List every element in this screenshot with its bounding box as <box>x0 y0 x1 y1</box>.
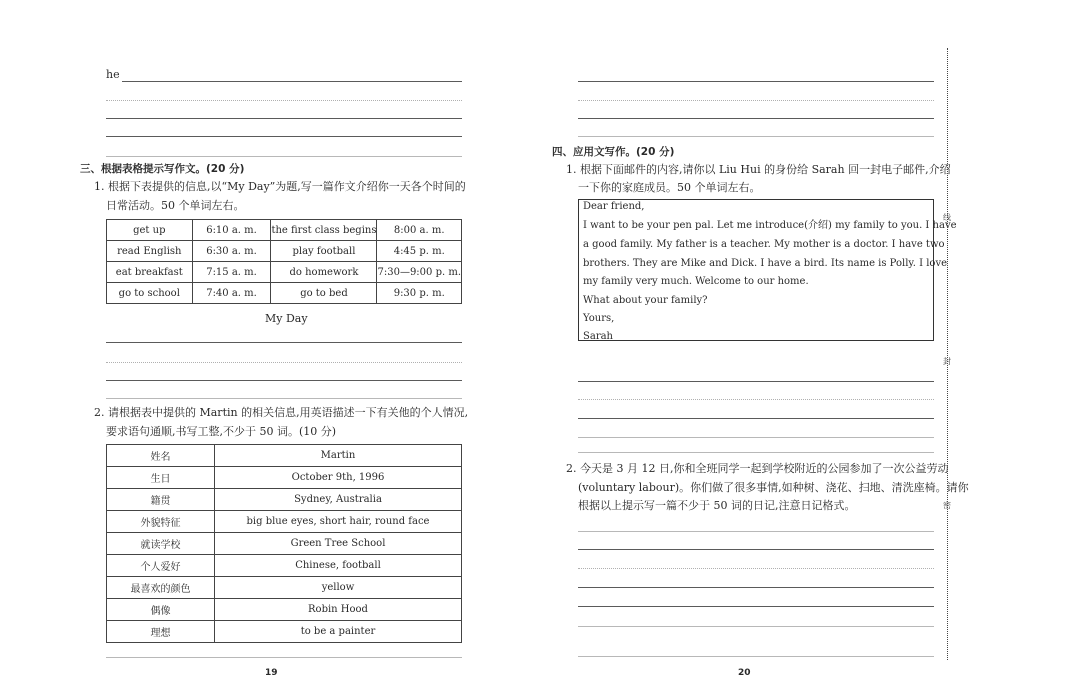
table-cell: 7:40 a. m. <box>192 283 271 304</box>
margin-mark-top: 线 <box>943 213 951 222</box>
table-cell: 姓名 <box>107 445 215 467</box>
answer-line <box>578 418 934 419</box>
letter-box <box>578 199 957 342</box>
he-prefix: he <box>106 68 120 81</box>
answer-line <box>106 380 462 381</box>
answer-line <box>122 81 462 82</box>
table-cell: do homework <box>271 262 377 283</box>
table-row <box>107 241 462 262</box>
table-cell: 4:45 p. m. <box>377 241 462 262</box>
table-row <box>107 621 462 643</box>
answer-line <box>578 452 934 453</box>
answer-line <box>578 656 934 657</box>
table-row <box>107 220 462 241</box>
table-cell: yellow <box>215 577 462 599</box>
section4-title: 四、应用文写作。(20 分) <box>552 146 675 158</box>
answer-line <box>578 626 934 627</box>
table-cell: 最喜欢的颜色 <box>107 577 215 599</box>
table-cell: Green Tree School <box>215 533 462 555</box>
table-cell: 7:15 a. m. <box>192 262 271 283</box>
table-row <box>107 262 462 283</box>
answer-line <box>578 606 934 607</box>
answer-line <box>578 531 934 532</box>
table-row <box>107 445 462 467</box>
answer-line <box>106 362 462 363</box>
answer-line <box>106 136 462 137</box>
answer-line <box>106 100 462 101</box>
answer-line <box>578 100 934 101</box>
table-cell: 外貌特征 <box>107 511 215 533</box>
answer-line <box>106 156 462 157</box>
letter-line: my family very much. Welcome to our home. <box>583 276 809 287</box>
answer-line <box>578 437 934 438</box>
section3-title: 三、根据表格提示写作文。(20 分) <box>80 163 245 175</box>
table-cell: 理想 <box>107 621 215 643</box>
answer-line <box>578 587 934 588</box>
q1-text-line1: 1. 根据下表提供的信息,以“My Day”为题,写一篇作文介绍你一天各个时间的 <box>94 180 466 193</box>
page-number-right: 20 <box>738 668 751 678</box>
table-cell: play football <box>271 241 377 262</box>
table-row <box>107 599 462 621</box>
table-cell: 6:10 a. m. <box>192 220 271 241</box>
q1-text-line2: 日常活动。50 个单词左右。 <box>106 199 245 212</box>
table-cell: 个人爱好 <box>107 555 215 577</box>
table-cell: the first class begins <box>271 220 377 241</box>
page-number-left: 19 <box>265 668 278 678</box>
answer-line <box>106 398 462 399</box>
letter-line: a good family. My father is a teacher. My mother is a doctor. I have two <box>583 239 945 250</box>
margin-mark-bottom: 密 <box>943 501 951 510</box>
table-row <box>107 467 462 489</box>
table-row <box>107 283 462 304</box>
table-cell: 偶像 <box>107 599 215 621</box>
table-cell: big blue eyes, short hair, round face <box>215 511 462 533</box>
table-cell: go to bed <box>271 283 377 304</box>
answer-line <box>578 136 934 137</box>
table-cell: Sydney, Australia <box>215 489 462 511</box>
table-cell: get up <box>107 220 193 241</box>
table-row <box>107 577 462 599</box>
table-row <box>107 489 462 511</box>
answer-line <box>106 657 462 658</box>
table-cell: 8:00 a. m. <box>377 220 462 241</box>
my-day-table <box>106 219 462 304</box>
answer-line <box>578 568 934 569</box>
answer-line <box>578 81 934 82</box>
q2-text-line3: 根据以上提示写一篇不少于 50 词的日记,注意日记格式。 <box>578 499 856 512</box>
q2-text-line1: 2. 今天是 3 月 12 日,你和全班同学一起到学校附近的公园参加了一次公益劳动 <box>566 462 949 475</box>
answer-line <box>578 549 934 550</box>
martin-info-table <box>106 444 462 643</box>
table-cell: 6:30 a. m. <box>192 241 271 262</box>
q2-text-line1: 2. 请根据表中提供的 Martin 的相关信息,用英语描述一下有关他的个人情况, <box>94 406 469 419</box>
table-row <box>107 555 462 577</box>
table-cell: 就读学校 <box>107 533 215 555</box>
table-cell: Robin Hood <box>215 599 462 621</box>
letter-greeting: Dear friend, <box>583 201 645 212</box>
table-cell: 籍贯 <box>107 489 215 511</box>
table-cell: October 9th, 1996 <box>215 467 462 489</box>
letter-line: brothers. They are Mike and Dick. I have a bird. Its name is Polly. I love <box>583 258 948 269</box>
q2-text-line2: (voluntary labour)。你们做了很多事情,如种树、浇花、扫地、清洗座椅。请你 <box>578 481 969 494</box>
letter-line: What about your family? <box>583 295 708 306</box>
q1-text-line1: 1. 根据下面邮件的内容,请你以 Liu Hui 的身份给 Sarah 回一封电子邮件,介绍 <box>566 163 951 176</box>
table-cell: go to school <box>107 283 193 304</box>
table-cell: Chinese, football <box>215 555 462 577</box>
table-cell: read English <box>107 241 193 262</box>
q2-text-line2: 要求语句通顺,书写工整,不少于 50 词。(10 分) <box>106 425 337 438</box>
answer-line <box>106 118 462 119</box>
margin-mark-mid: 封 <box>943 357 951 366</box>
letter-line: I want to be your pen pal. Let me introduce(介绍) my family to you. I have <box>583 220 957 231</box>
answer-line <box>106 342 462 343</box>
table-cell: 生日 <box>107 467 215 489</box>
q1-text-line2: 一下你的家庭成员。50 个单词左右。 <box>578 181 761 194</box>
table-row <box>107 533 462 555</box>
letter-closing: Yours, <box>583 313 615 324</box>
letter-signature: Sarah <box>583 331 613 342</box>
essay-title: My Day <box>265 312 308 325</box>
answer-line <box>578 118 934 119</box>
table-cell: 9:30 p. m. <box>377 283 462 304</box>
table-cell: 7:30—9:00 p. m. <box>377 262 462 283</box>
table-cell: Martin <box>215 445 462 467</box>
answer-line <box>578 399 934 400</box>
table-row <box>107 511 462 533</box>
binding-margin-line <box>947 48 948 660</box>
answer-line <box>578 381 934 382</box>
table-cell: to be a painter <box>215 621 462 643</box>
table-cell: eat breakfast <box>107 262 193 283</box>
